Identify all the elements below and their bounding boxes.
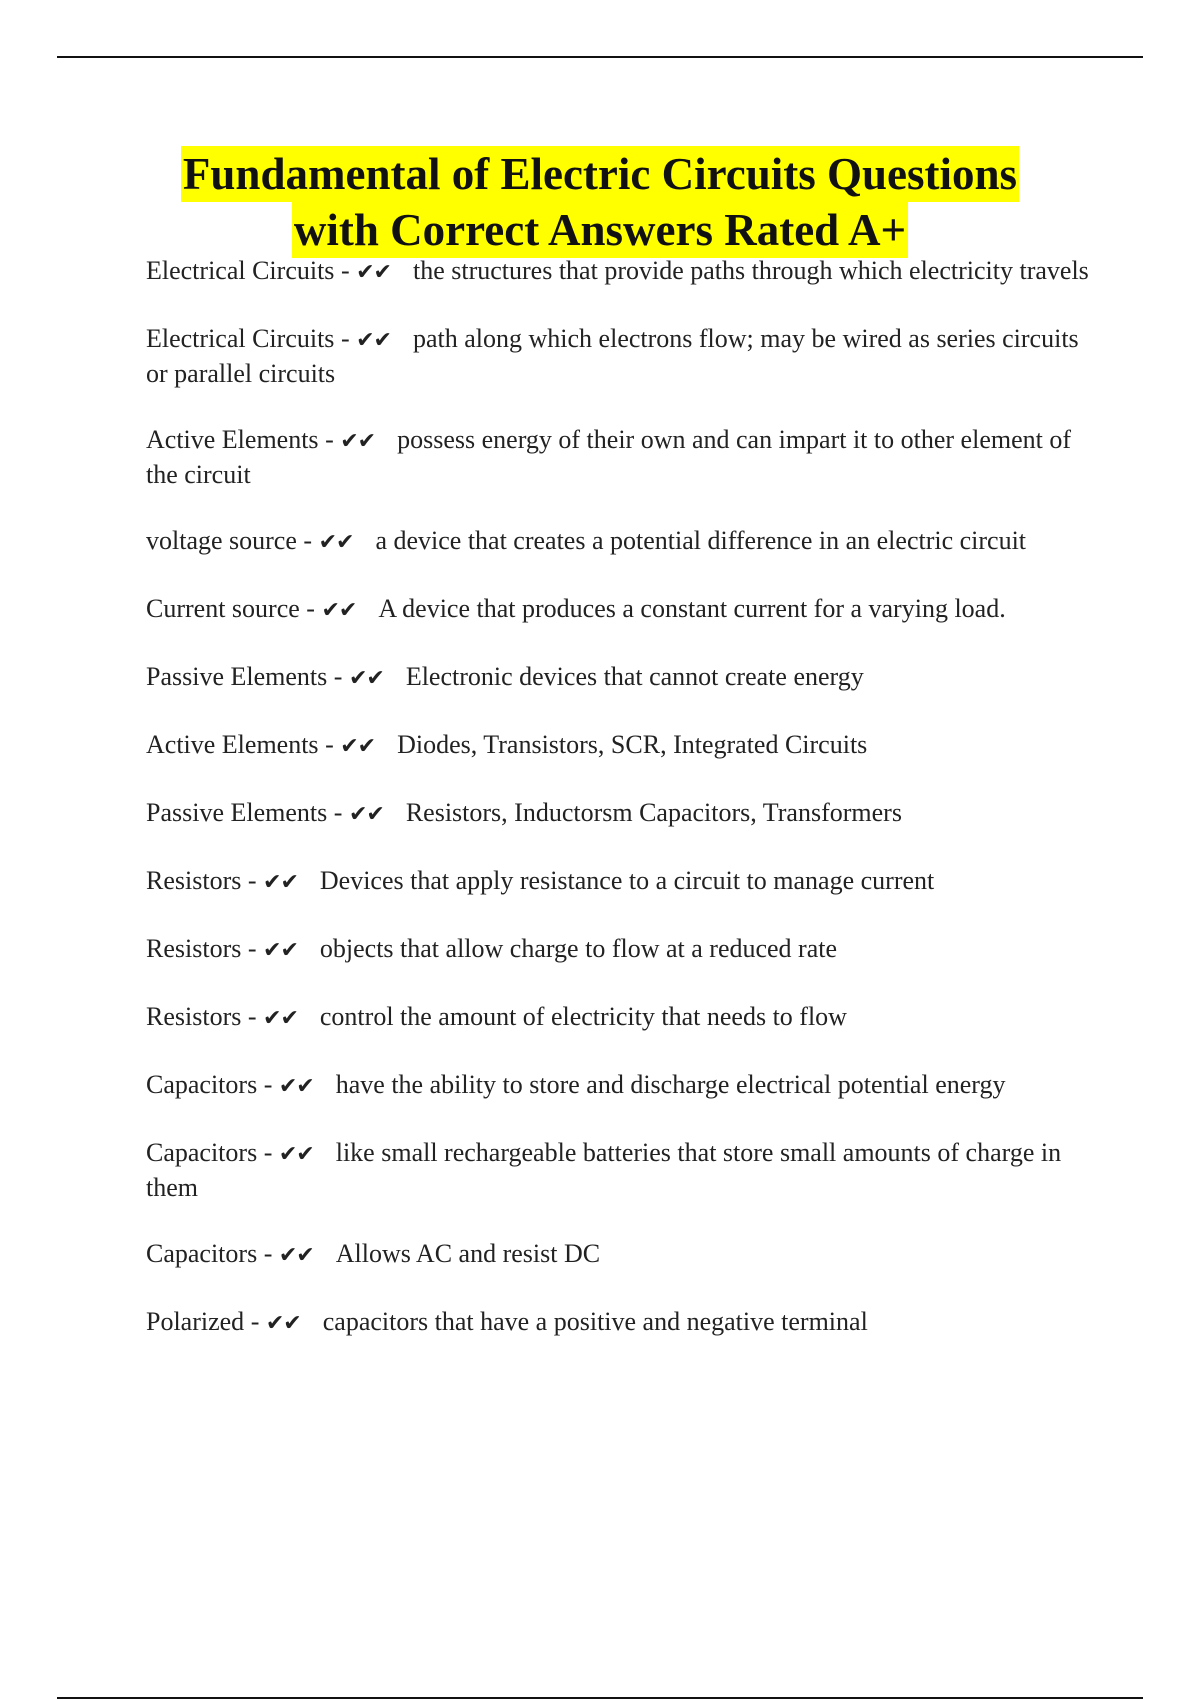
bottom-rule	[57, 1697, 1143, 1699]
check-mark-icon: ✔✔	[356, 260, 391, 285]
qa-item	[146, 1305, 1096, 1340]
qa-answer: control the amount of electricity that needs to flow	[319, 1002, 847, 1031]
qa-answer: path along which electrons flow; may be wired as series circuits or parallel circuits	[146, 324, 1079, 388]
qa-separator: -	[334, 256, 357, 285]
qa-item	[146, 1000, 1096, 1035]
qa-term: Current source	[146, 594, 300, 623]
qa-answer: have the ability to store and discharge electrical potential energy	[335, 1070, 1006, 1099]
qa-separator: -	[327, 798, 349, 827]
check-mark-icon: ✔✔	[318, 530, 354, 555]
qa-term: Passive Elements	[146, 662, 328, 691]
qa-answer: a device that creates a potential difference in an electric circuit	[375, 526, 1027, 555]
qa-term: Resistors	[146, 934, 242, 963]
qa-separator: -	[241, 866, 264, 895]
check-mark-icon: ✔✔	[263, 870, 298, 895]
qa-item	[146, 524, 1096, 559]
qa-list	[146, 254, 1096, 1373]
qa-item	[146, 254, 1096, 289]
check-mark-icon: ✔✔	[263, 938, 298, 963]
check-mark-icon: ✔✔	[265, 1311, 301, 1336]
qa-item	[146, 1068, 1096, 1103]
title-line-2: with Correct Answers Rated A+	[292, 202, 908, 258]
qa-separator: -	[299, 594, 322, 623]
top-rule	[57, 56, 1143, 58]
qa-separator: -	[296, 526, 319, 555]
qa-answer: like small rechargeable batteries that store small amounts of charge in them	[146, 1138, 1062, 1202]
qa-term: voltage source	[146, 526, 297, 555]
qa-item	[146, 1136, 1096, 1204]
check-mark-icon: ✔✔	[348, 802, 384, 827]
qa-term: Electrical Circuits	[146, 324, 335, 353]
qa-separator: -	[241, 1002, 264, 1031]
qa-item	[146, 592, 1096, 627]
check-mark-icon: ✔✔	[278, 1142, 314, 1167]
qa-separator: -	[327, 662, 349, 691]
qa-item	[146, 728, 1096, 763]
check-mark-icon: ✔✔	[278, 1074, 314, 1099]
qa-answer: objects that allow charge to flow at a reduced rate	[319, 934, 838, 963]
qa-answer: the structures that provide paths through which electricity travels	[412, 256, 1089, 285]
qa-term: Capacitors	[146, 1070, 258, 1099]
qa-term: Active Elements	[146, 425, 319, 454]
qa-separator: -	[241, 934, 264, 963]
qa-item	[146, 423, 1096, 491]
qa-answer: A device that produces a constant current for a varying load.	[378, 594, 1006, 623]
qa-term: Resistors	[146, 866, 242, 895]
check-mark-icon: ✔✔	[263, 1006, 298, 1031]
check-mark-icon: ✔✔	[348, 666, 384, 691]
check-mark-icon: ✔✔	[340, 429, 376, 454]
qa-term: Capacitors	[146, 1239, 258, 1268]
qa-separator: -	[257, 1138, 279, 1167]
qa-item	[146, 322, 1096, 390]
qa-item	[146, 864, 1096, 899]
qa-separator: -	[257, 1239, 279, 1268]
qa-item	[146, 932, 1096, 967]
qa-answer: possess energy of their own and can impart it to other element of the circuit	[146, 425, 1072, 489]
qa-term: Polarized	[146, 1307, 245, 1336]
qa-term: Passive Elements	[146, 798, 328, 827]
qa-separator: -	[318, 425, 341, 454]
qa-answer: Resistors, Inductorsm Capacitors, Transformers	[405, 798, 902, 827]
check-mark-icon: ✔✔	[340, 734, 376, 759]
check-mark-icon: ✔✔	[321, 598, 357, 623]
qa-term: Active Elements	[146, 730, 319, 759]
check-mark-icon: ✔✔	[356, 328, 391, 353]
qa-item	[146, 796, 1096, 831]
check-mark-icon: ✔✔	[278, 1243, 314, 1268]
qa-answer: capacitors that have a positive and negative terminal	[322, 1307, 868, 1336]
title-line-1: Fundamental of Electric Circuits Questions	[181, 146, 1019, 202]
qa-item	[146, 660, 1096, 695]
qa-item	[146, 1237, 1096, 1272]
qa-term: Resistors	[146, 1002, 242, 1031]
qa-separator: -	[257, 1070, 279, 1099]
qa-answer: Devices that apply resistance to a circuit to manage current	[319, 866, 935, 895]
qa-answer: Electronic devices that cannot create energy	[405, 662, 864, 691]
qa-separator: -	[244, 1307, 266, 1336]
page-title	[0, 146, 1200, 258]
qa-separator: -	[334, 324, 357, 353]
qa-answer: Diodes, Transistors, SCR, Integrated Circuits	[397, 730, 868, 759]
qa-separator: -	[318, 730, 341, 759]
qa-term: Capacitors	[146, 1138, 258, 1167]
qa-answer: Allows AC and resist DC	[335, 1239, 601, 1268]
qa-term: Electrical Circuits	[146, 256, 335, 285]
